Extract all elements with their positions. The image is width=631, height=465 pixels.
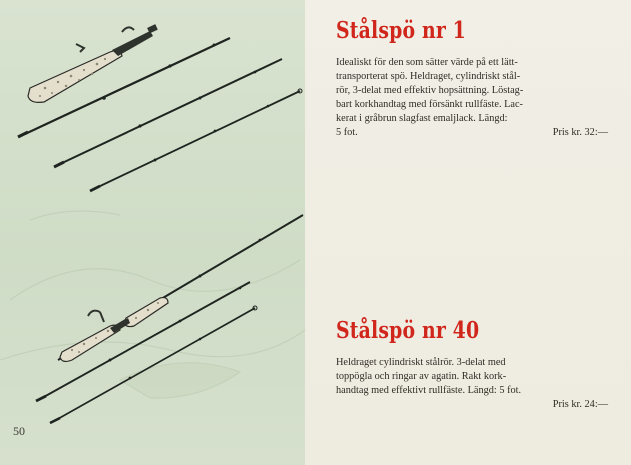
fishing-rods-illustration	[0, 0, 305, 465]
rod-section-3	[96, 91, 300, 188]
price: Pris kr. 24:—	[552, 399, 608, 410]
product-description	[336, 356, 608, 398]
description-line: handtag med effektivt rullfäste. Längd: 5 fot.	[336, 385, 522, 396]
cork-handle-1	[28, 24, 158, 102]
price: Pris kr. 32:—	[552, 127, 608, 138]
description-line: Heldraget cylindriskt stålrör. 3-delat med	[336, 357, 506, 368]
description-line: kerat i gråbrun slagfast emaljlack. Längd:	[336, 113, 508, 124]
price-line	[336, 126, 608, 140]
description-line: bart korkhandtag med försänkt rullfäste. Lac-	[336, 99, 523, 110]
product-title: Stålspö nr 1	[336, 17, 466, 44]
rod-section-2	[60, 59, 282, 164]
page-number: 50	[13, 424, 25, 438]
product-stalspo-nr-1	[336, 16, 608, 140]
product-description	[336, 56, 608, 126]
description-line: Idealiskt för den som sätter värde på ett lätt-	[336, 57, 518, 68]
rod-set-nr-1	[18, 24, 302, 191]
cork-handle-40	[60, 298, 168, 362]
rod-section-40-3	[56, 308, 255, 420]
description-line: rör, 3-delat med effektiv hopsättning. Löstag-	[336, 85, 524, 96]
product-title: Stålspö nr 40	[336, 317, 480, 344]
description-line: transporterat spö. Heldraget, cylindriskt stål-	[336, 71, 521, 82]
price-line	[336, 398, 608, 412]
description-line: toppögla och ringar av agatin. Rakt kork-	[336, 371, 507, 382]
product-stalspo-nr-40	[336, 316, 608, 412]
description-line: 5 fot.	[336, 127, 358, 138]
